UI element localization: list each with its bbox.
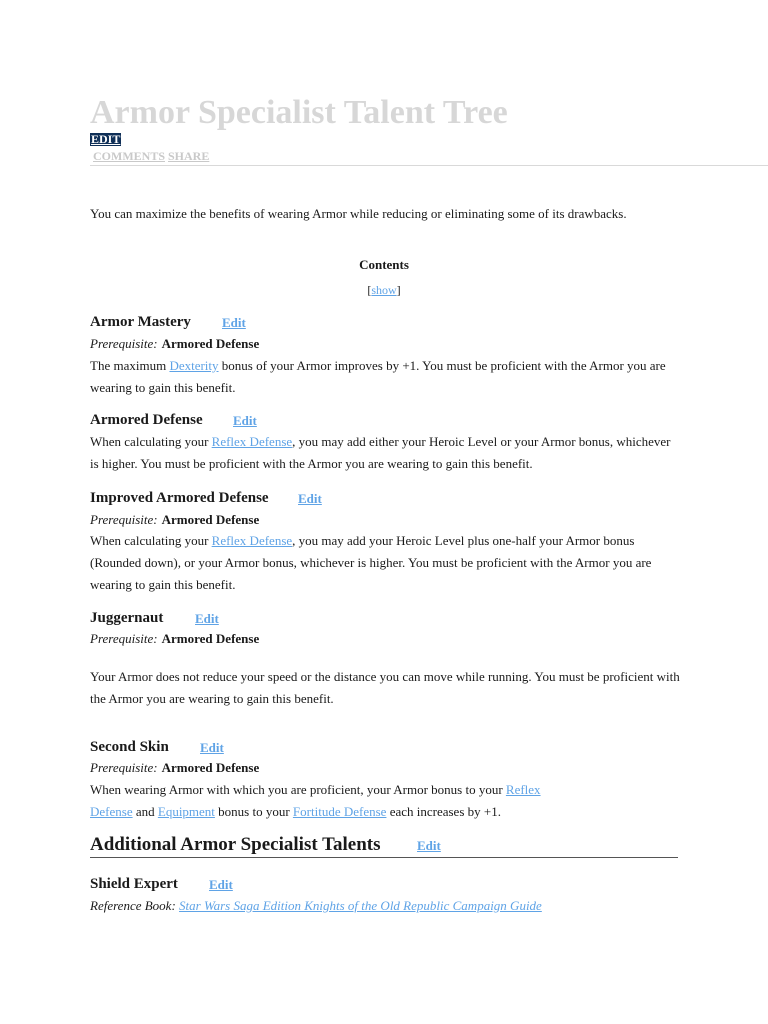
toc-toggle bbox=[0, 281, 768, 299]
reflex-defense-link[interactable]: Reflex Defense bbox=[211, 434, 293, 449]
page-title: Armor Specialist Talent Tree bbox=[90, 94, 508, 131]
armored-defense-description bbox=[90, 431, 682, 475]
juggernaut-prerequisite bbox=[90, 629, 259, 649]
fortitude-defense-link[interactable]: Fortitude Defense bbox=[292, 804, 387, 819]
armored-defense-edit-link[interactable]: Edit bbox=[233, 413, 257, 428]
prerequisite-value: Armored Defense bbox=[161, 512, 260, 527]
shield-expert-heading: Shield Expert bbox=[90, 876, 178, 892]
armor-mastery-prerequisite bbox=[90, 334, 259, 354]
description-text: When calculating your bbox=[90, 434, 212, 449]
header-divider bbox=[90, 165, 768, 166]
second-skin-prerequisite bbox=[90, 758, 259, 778]
reflex-defense-link[interactable]: Reflex Defense bbox=[90, 782, 541, 819]
prerequisite-value: Armored Defense bbox=[161, 631, 260, 646]
prerequisite-label: Prerequisite: bbox=[90, 336, 158, 351]
armored-defense-heading: Armored Defense bbox=[90, 412, 203, 428]
description-text: each increases by +1. bbox=[386, 804, 501, 819]
toc-title: Contents bbox=[359, 257, 409, 272]
prerequisite-label: Prerequisite: bbox=[90, 631, 158, 646]
description-text: When wearing Armor with which you are proficient, your Armor bonus to your bbox=[90, 782, 506, 797]
juggernaut-heading: Juggernaut bbox=[90, 610, 164, 626]
juggernaut-description: Your Armor does not reduce your speed or the distance you can move while running. You must be proficient with the Armor you are wearing to gain this benefit. bbox=[90, 669, 680, 706]
second-skin-heading: Second Skin bbox=[90, 739, 169, 755]
edit-page-button[interactable]: EDIT bbox=[91, 132, 121, 146]
armor-mastery-edit-link[interactable]: Edit bbox=[222, 315, 246, 330]
juggernaut-edit-link[interactable]: Edit bbox=[195, 611, 219, 626]
improved-armored-defense-heading: Improved Armored Defense bbox=[90, 490, 269, 506]
share-link[interactable]: SHARE bbox=[168, 149, 210, 163]
description-text: , you may add either your Heroic Level or your Armor bonus, whichever is higher. You must be proficient with the Armor you are wearing to gain this benefit. bbox=[90, 434, 671, 471]
reflex-defense-link[interactable]: Reflex Defense bbox=[211, 533, 293, 548]
toc-bracket-open: [ bbox=[367, 283, 372, 297]
improved-armored-defense-description bbox=[90, 530, 682, 596]
page-meta-links bbox=[93, 149, 209, 164]
prerequisite-value: Armored Defense bbox=[161, 760, 260, 775]
reference-book-link[interactable]: Star Wars Saga Edition Knights of the Old Republic Campaign Guide bbox=[179, 898, 542, 913]
section-divider bbox=[90, 857, 678, 858]
reference-book-label: Reference Book: bbox=[90, 898, 176, 913]
prerequisite-value: Armored Defense bbox=[161, 336, 260, 351]
additional-talents-heading: Additional Armor Specialist Talents bbox=[90, 834, 381, 855]
description-text: bonus to your bbox=[214, 804, 293, 819]
second-skin-description bbox=[90, 779, 560, 823]
description-text: , you may add your Heroic Level plus one-half your Armor bonus (Rounded down), or your Armor bonus, whichever is higher. You must be proficient with the Armor you are wearing to gain this benefit. bbox=[90, 533, 652, 592]
toc-show-link[interactable]: show bbox=[371, 283, 397, 297]
intro-paragraph: You can maximize the benefits of wearing Armor while reducing or eliminating some of its drawbacks. bbox=[90, 206, 627, 221]
equipment-link[interactable]: Equipment bbox=[157, 804, 215, 819]
toc-bracket-close: ] bbox=[396, 283, 401, 297]
armor-mastery-heading: Armor Mastery bbox=[90, 314, 191, 330]
armor-mastery-description bbox=[90, 355, 682, 399]
shield-expert-reference bbox=[90, 896, 542, 916]
prerequisite-label: Prerequisite: bbox=[90, 760, 158, 775]
improved-armored-defense-edit-link[interactable]: Edit bbox=[298, 491, 322, 506]
additional-talents-edit-link[interactable]: Edit bbox=[417, 838, 441, 853]
comments-link[interactable]: COMMENTS bbox=[93, 149, 165, 163]
dexterity-link[interactable]: Dexterity bbox=[169, 358, 219, 373]
second-skin-edit-link[interactable]: Edit bbox=[200, 740, 224, 755]
description-text: When calculating your bbox=[90, 533, 212, 548]
improved-armored-defense-prerequisite bbox=[90, 510, 259, 530]
prerequisite-label: Prerequisite: bbox=[90, 512, 158, 527]
description-text: The maximum bbox=[90, 358, 170, 373]
description-text: bonus of your Armor improves by +1. You must be proficient with the Armor you are wearing to gain this benefit. bbox=[90, 358, 666, 395]
description-text: and bbox=[132, 804, 158, 819]
shield-expert-edit-link[interactable]: Edit bbox=[209, 877, 233, 892]
